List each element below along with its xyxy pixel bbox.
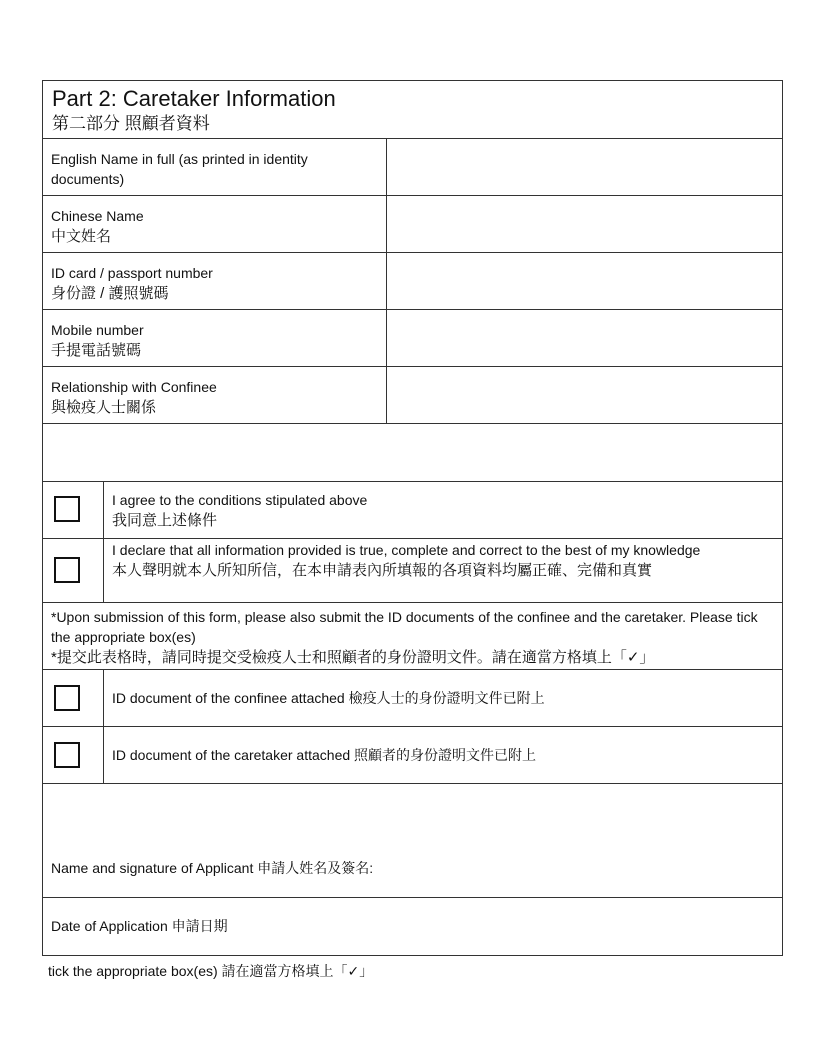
chinese-name-label [43,196,387,252]
chinese-name-label-en: Chinese Name [51,208,144,224]
title-chinese: 第二部分 照顧者資料 [52,114,210,133]
caretaker-form [42,80,783,956]
field-row-id-number [43,253,782,310]
submission-note-zh: *提交此表格時，請同時提交受檢疫人士和照顧者的身份證明文件。請在適當方格填上「✓」 [51,649,655,666]
caretaker-id-checkbox[interactable] [54,742,80,768]
signature-row[interactable] [43,784,782,898]
blank-row [43,424,782,482]
form-title [43,81,782,139]
date-row[interactable] [43,898,782,955]
id-number-label-en: ID card / passport number [51,265,213,281]
id-number-label-zh: 身份證 / 護照號碼 [51,285,169,302]
declare-text-zh: 本人聲明就本人所知所信，在本申請表內所填報的各項資料均屬正確、完備和真實 [112,562,653,579]
caretaker-id-checkbox-cell [43,727,104,783]
english-name-label [43,139,387,195]
agree-text-en: I agree to the conditions stipulated above [112,492,368,508]
confinee-id-checkbox[interactable] [54,685,80,711]
submission-note-en: *Upon submission of this form, please also submit the ID documents of the confinee and the caretaker. Please tick the appropriate box(es) [51,609,758,645]
mobile-label [43,310,387,366]
english-name-field[interactable] [387,139,782,195]
field-row-english-name [43,139,782,196]
id-number-field[interactable] [387,253,782,309]
title-english: Part 2: Caretaker Information [52,86,336,111]
agree-text-zh: 我同意上述條件 [112,512,218,529]
agree-checkbox[interactable] [54,496,80,522]
field-row-chinese-name [43,196,782,253]
mobile-label-zh: 手提電話號碼 [51,342,142,359]
relationship-field[interactable] [387,367,782,423]
caretaker-id-row [43,727,782,784]
caretaker-id-text: ID document of the caretaker attached 照顧者的身份證明文件已附上 [112,747,537,763]
mobile-label-en: Mobile number [51,322,144,338]
footer-note: tick the appropriate box(es) 請在適當方格填上「✓」 [48,963,374,979]
signature-label: Name and signature of Applicant 申請人姓名及簽名: [51,860,374,876]
field-row-relationship [43,367,782,424]
date-label: Date of Application 申請日期 [51,918,228,934]
submission-note [43,603,782,670]
agree-row [43,482,782,539]
chinese-name-label-zh: 中文姓名 [51,228,112,245]
agree-checkbox-cell [43,482,104,538]
relationship-label-en: Relationship with Confinee [51,379,217,395]
english-name-label-en: English Name in full (as printed in identity documents) [51,151,308,187]
declare-text [104,539,782,602]
declare-row [43,539,782,603]
confinee-id-text: ID document of the confinee attached 檢疫人士的身份證明文件已附上 [112,690,545,706]
declare-checkbox[interactable] [54,557,80,583]
relationship-label [43,367,387,423]
agree-text [104,482,782,538]
declare-text-en: I declare that all information provided is true, complete and correct to the best of my knowledge [112,542,701,558]
confinee-id-checkbox-cell [43,670,104,726]
declare-checkbox-cell [43,539,104,602]
confinee-id-row [43,670,782,727]
relationship-label-zh: 與檢疫人士關係 [51,399,157,416]
mobile-field[interactable] [387,310,782,366]
id-number-label [43,253,387,309]
chinese-name-field[interactable] [387,196,782,252]
field-row-mobile [43,310,782,367]
